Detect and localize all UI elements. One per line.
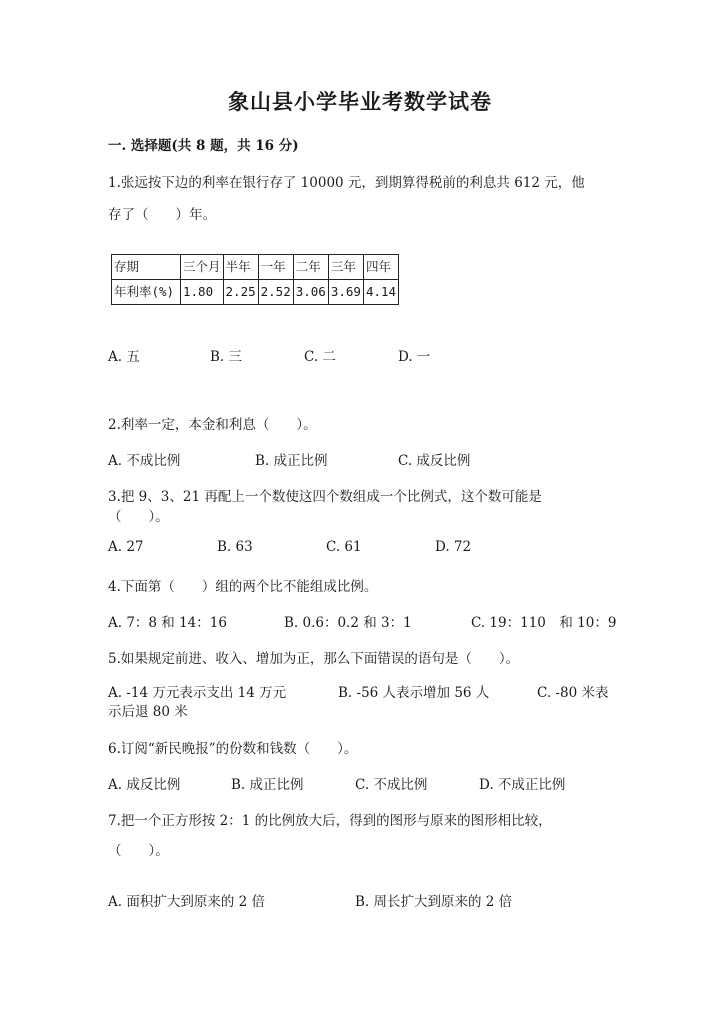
- q2-option-a: A. 不成比例: [108, 453, 181, 469]
- table-cell: 年利率(%): [112, 280, 181, 305]
- q5-option-c-cont: 示后退 80 米: [108, 704, 188, 720]
- table-cell: 2.52: [258, 280, 293, 305]
- q5-option-b: B. -56 人表示增加 56 人: [338, 685, 490, 701]
- table-header-row: [112, 255, 399, 280]
- q1-option-d: D. 一: [398, 349, 431, 365]
- q6-option-c: C. 不成比例: [355, 777, 428, 793]
- table-cell: 三个月: [181, 255, 224, 280]
- q1-option-a: A. 五: [108, 349, 140, 365]
- table-cell: 三年: [328, 255, 363, 280]
- q7-option-b: B. 周长扩大到原来的 2 倍: [355, 894, 513, 910]
- table-cell: 2.25: [223, 280, 258, 305]
- q1-option-b: B. 三: [210, 349, 243, 365]
- q4-option-c: C. 19：110 和 10：9: [471, 615, 617, 631]
- table-cell: 二年: [293, 255, 328, 280]
- q7-option-a: A. 面积扩大到原来的 2 倍: [108, 894, 266, 910]
- table-cell: 4.14: [363, 280, 398, 305]
- table-row: [112, 280, 399, 305]
- q4-option-b: B. 0.6：0.2 和 3：1: [284, 615, 412, 631]
- q3-option-b: B. 63: [217, 539, 253, 555]
- q2-option-b: B. 成正比例: [255, 453, 328, 469]
- q6-option-d: D. 不成正比例: [479, 777, 566, 793]
- table-cell: 半年: [223, 255, 258, 280]
- table-cell: 存期: [112, 255, 181, 280]
- q3-option-a: A. 27: [108, 539, 144, 555]
- q5-option-c: C. -80 米表: [537, 685, 609, 701]
- question-2-text: 2.利率一定，本金和利息（ ）。: [108, 417, 317, 433]
- question-4-text: 4.下面第（ ）组的两个比不能组成比例。: [108, 579, 378, 595]
- table-cell: 一年: [258, 255, 293, 280]
- table-cell: 1.80: [181, 280, 224, 305]
- table-cell: 3.06: [293, 280, 328, 305]
- page-title: 象山县小学毕业考数学试卷: [228, 89, 492, 114]
- section-heading: 一. 选择题(共 8 题，共 16 分): [108, 138, 299, 154]
- question-1-text: 1.张远按下边的利率在银行存了 10000 元，到期算得税前的利息共 612 元，他: [108, 175, 585, 191]
- interest-rate-table: [111, 254, 399, 305]
- q2-option-c: C. 成反比例: [398, 453, 471, 469]
- q1-option-c: C. 二: [304, 349, 336, 365]
- question-3-text: 3.把 9、3、21 再配上一个数使这四个数组成一个比例式，这个数可能是: [108, 489, 542, 505]
- q6-option-b: B. 成正比例: [231, 777, 304, 793]
- question-1-text-cont: 存了（ ）年。: [108, 207, 216, 223]
- question-5-text: 5.如果规定前进、收入、增加为正，那么下面错误的语句是（ ）。: [108, 651, 520, 667]
- q3-option-c: C. 61: [326, 539, 362, 555]
- question-3-text-cont: （ ）。: [108, 509, 169, 525]
- q3-option-d: D. 72: [435, 539, 472, 555]
- table-cell: 3.69: [328, 280, 363, 305]
- question-6-text: 6.订阅“新民晚报”的份数和钱数（ ）。: [108, 741, 358, 757]
- q4-option-a: A. 7：8 和 14：16: [108, 615, 227, 631]
- q6-option-a: A. 成反比例: [108, 777, 181, 793]
- table-cell: 四年: [363, 255, 398, 280]
- q5-option-a: A. -14 万元表示支出 14 万元: [108, 685, 287, 701]
- question-7-text-cont: （ ）。: [108, 843, 169, 859]
- question-7-text: 7.把一个正方形按 2：1 的比例放大后，得到的图形与原来的图形相比较，: [108, 813, 552, 829]
